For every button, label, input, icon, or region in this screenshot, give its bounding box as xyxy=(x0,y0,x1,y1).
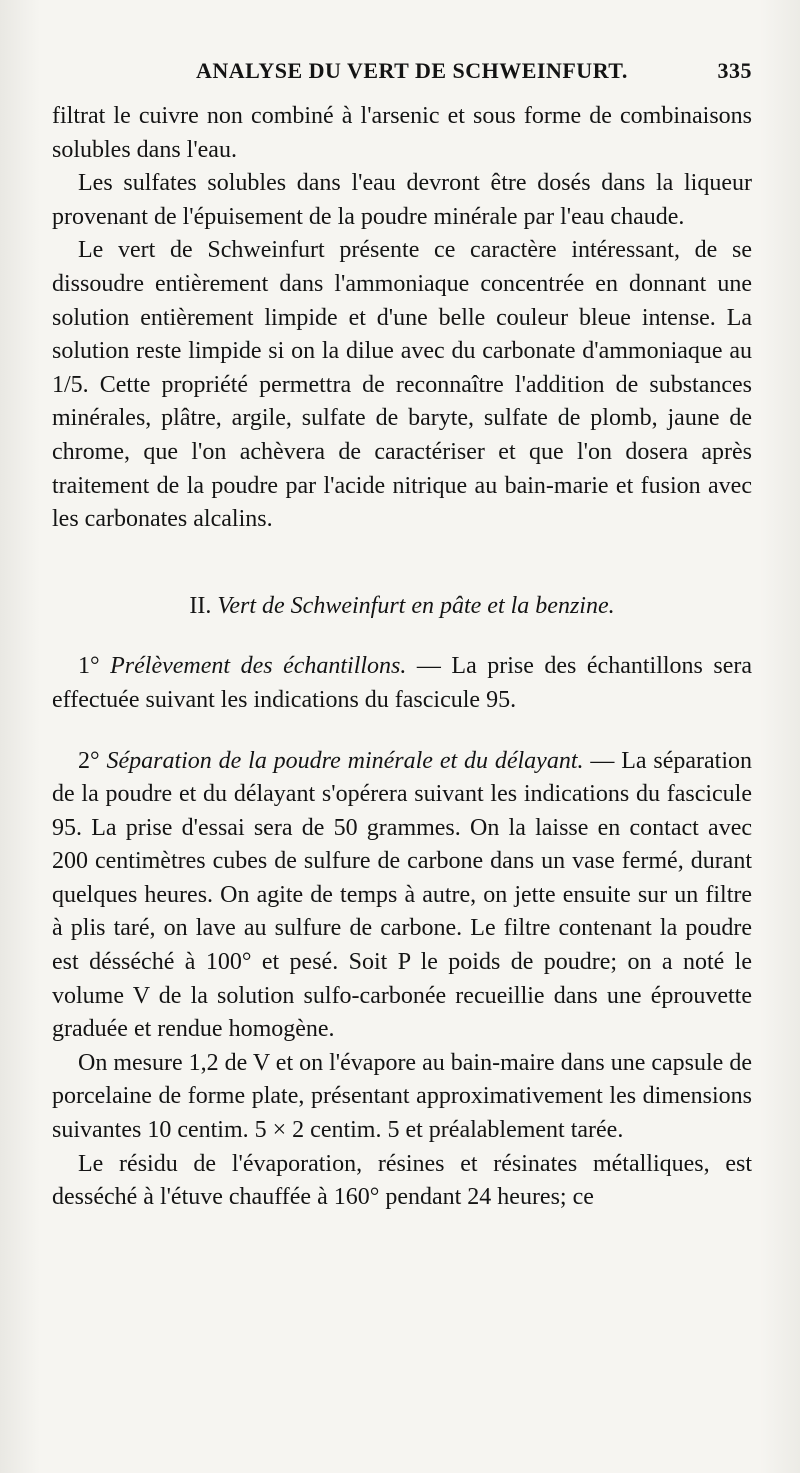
section-heading xyxy=(52,590,752,624)
paragraph-mesure: On mesure 1,2 de V et on l'évapore au bain-maire dans une capsule de porcelaine de forme plate, présentant approximativement les dimensions suivantes 10 centim. 5 × 2 centim. 5 et préalablement tarée. xyxy=(52,1049,752,1144)
paragraph-continued: filtrat le cuivre non combiné à l'arsenic et sous forme de combinaisons solubles dans l'eau. xyxy=(52,103,752,163)
item-separation xyxy=(52,745,752,1047)
page-number: 335 xyxy=(717,58,752,83)
paragraph-residu: Le résidu de l'évaporation, résines et résinates métalliques, est desséché à l'étuve chauffée à 160° pendant 24 heures; ce xyxy=(52,1150,752,1211)
item-text: — La prise des échantillons sera effectuée suivant les indications du fascicule 95. xyxy=(52,653,753,713)
item-prelevement xyxy=(52,650,752,717)
item-title: Prélèvement des échantillons. xyxy=(110,653,407,680)
page-body xyxy=(52,100,752,1215)
item-number: 2° xyxy=(78,747,100,774)
item-title: Séparation de la poudre minérale et du délayant. xyxy=(106,747,584,774)
paragraph-ammoniaque: Le vert de Schweinfurt présente ce caractère intéressant, de se dissoudre entièrement dans l'ammoniaque concentrée en donnant une solution entièrement limpide et d'une belle couleur bleue intense. La solution reste limpide si on la dilue avec du carbonate d'ammoniaque au 1/5. Cette propriété permettra de reconnaître l'addition de substances minérales, plâtre, argile, sulfate de baryte, sulfate de plomb, jaune de chrome, que l'on achèvera de caractériser et que l'on dosera après traitement de la poudre par l'acide nitrique au bain-marie et fusion avec les carbonates alcalins. xyxy=(52,237,752,533)
item-text: — La séparation de la poudre et du délayant s'opérera suivant les indications du fascicule 95. La prise d'essai sera de 50 grammes. On la laisse en contact avec 200 centimètres cubes de sulfure de carbone dans un vase fermé, durant quelques heures. On agite de temps à autre, on jette ensuite sur un filtre à plis taré, on lave au sulfure de carbone. Le filtre contenant la poudre est désséché à 100° et pesé. Soit P le poids de poudre; on a noté le volume V de la solution sulfo-carbonée recueillie dans une éprouvette graduée et rendue homogène. xyxy=(52,747,753,1043)
section-title: Vert de Schweinfurt en pâte et la benzine. xyxy=(217,592,615,619)
section-number: II. xyxy=(189,592,212,619)
paragraph-sulfates: Les sulfates solubles dans l'eau devront être dosés dans la liqueur provenant de l'épuisement de la poudre minérale par l'eau chaude. xyxy=(52,170,752,230)
item-number: 1° xyxy=(78,653,100,680)
running-header xyxy=(190,58,752,90)
running-title: ANALYSE DU VERT DE SCHWEINFURT. xyxy=(196,58,628,83)
